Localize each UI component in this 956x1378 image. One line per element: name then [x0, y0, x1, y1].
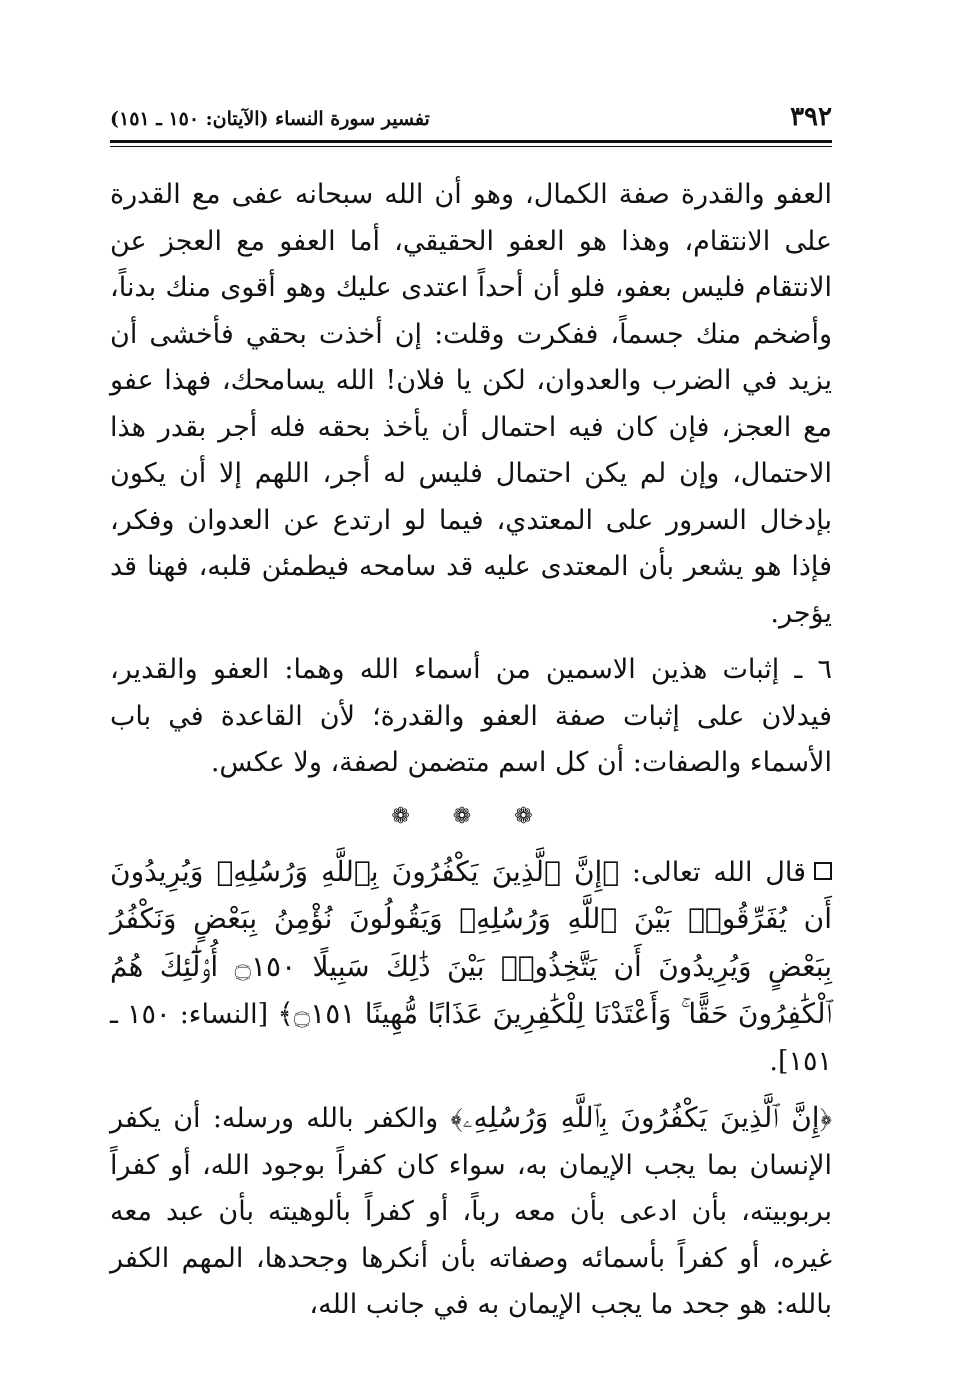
- header-rule-thin: [110, 146, 832, 147]
- header-rule-thick: [110, 140, 832, 143]
- page-header: [110, 100, 832, 144]
- book-page: [110, 100, 832, 1340]
- quran-verse: ﴿إِنَّ ٱلَّذِينَ يَكْفُرُونَ بِٱللَّهِ وَرُسُلِهِۦ وَيُرِيدُونَ أَن يُفَرِّقُوا۟ بَيْنَ ٱللَّهِ وَرُسُلِهِۦ وَيَقُولُونَ نُؤْمِنُ بِبَعْضٍ وَنَكْفُرُ بِبَعْضٍ وَيُرِيدُونَ أَن يَتَّخِذُوا۟ بَيْنَ ذَٰلِكَ سَبِيلًا ۝١٥٠ أُو۟لَٰٓئِكَ هُمُ ٱلْكَٰفِرُونَ حَقًّا ۚ وَأَعْتَدْنَا لِلْكَٰفِرِينَ عَذَابًا مُّهِينًا ۝١٥١﴾: [110, 854, 832, 1030]
- commentary-verse-quote: ﴿إِنَّ ٱلَّذِينَ يَكْفُرُونَ بِٱللَّهِ وَرُسُلِهِۦ﴾: [450, 1101, 832, 1134]
- paragraph-1: العفو والقدرة صفة الكمال، وهو أن الله سبحانه عفى مع القدرة على الانتقام، وهذا هو العفو الحقيقي، أما العفو مع العجز عن الانتقام فليس بعفو، فلو أن أحداً اعتدى عليك وهو أقوى منك بدناً، وأضخم منك جسماً، ففكرت وقلت: إن أخذت بحقي فأخشى أن يزيد في الضرب والعدوان، لكن يا فلان! الله يسامحك، فهذا عفو مع العجز، فإن كان فيه احتمال أن يأخذ بحقه فله أجر بقدر هذا الاحتمال، وإن لم يكن احتمال فليس له أجر، اللهم إلا أن يكون بإدخال السرور على المعتدي، فيما لو ارتدع عن العدوان وفكر، فإذا هو يشعر بأن المعتدى عليه قد سامحه فيطمئن قلبه، فهنا قد يؤجر.: [110, 179, 832, 629]
- verse-reference: [النساء: ١٥٠ ـ ١٥١].: [110, 999, 832, 1077]
- page-number: ٣٩٢: [790, 102, 832, 132]
- body-text: [110, 172, 832, 1329]
- commentary-text: والكفر بالله ورسله: أن يكفر الإنسان بما يجب الإيمان به، سواء كان كفراً بوجود الله، أو كفراً بربوبيته، بأن ادعى بأن معه رباً، أو كفراً بألوهيته بأن عبد معه غيره، أو كفراً بأسمائه وصفاته بأن أنكرها وجحدها، المهم الكفر بالله: هو جحد ما يجب الإيمان به في جانب الله،: [110, 1103, 832, 1320]
- paragraph-2: ٦ ـ إثبات هذين الاسمين من أسماء الله وهما: العفو والقدير، فيدلان على إثبات صفة العفو والقدرة؛ لأن القاعدة في باب الأسماء والصفات: أن كل اسم متضمن لصفة، ولا عكس.: [110, 654, 832, 778]
- verse-intro: قال الله تعالى:: [619, 856, 807, 888]
- square-bullet-icon: [814, 862, 832, 880]
- section-separator: ❁ ❁ ❁: [391, 803, 551, 829]
- verse-paragraph: [110, 849, 832, 1086]
- running-title: تفسير سورة النساء (الآيتان: ١٥٠ ـ ١٥١): [110, 108, 430, 130]
- commentary-paragraph: [110, 1095, 832, 1329]
